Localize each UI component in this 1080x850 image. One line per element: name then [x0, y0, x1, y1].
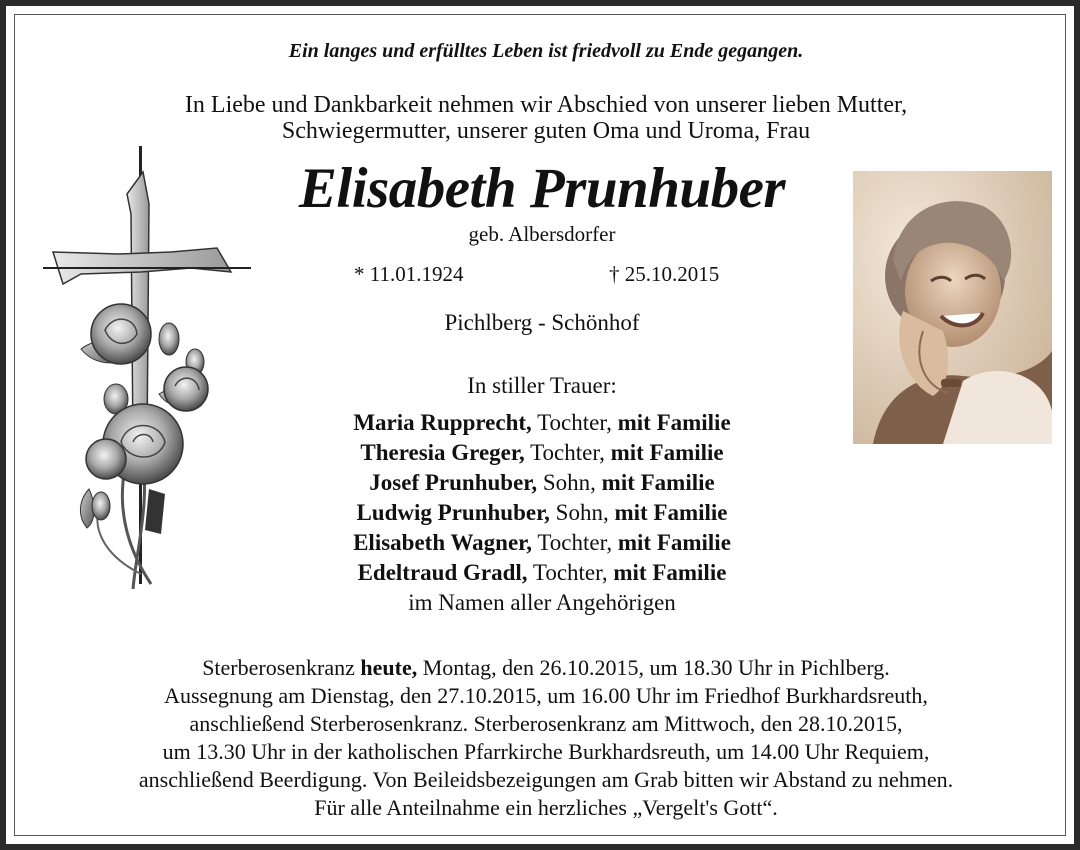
notice-highlight: heute,	[360, 655, 418, 680]
notice-line-3: anschließend Sterberosenkranz. Sterberosenkranz am Mittwoch, den 28.10.2015,	[189, 711, 903, 736]
closing-line: im Namen aller Angehörigen	[408, 590, 676, 615]
notice-line-4: um 13.30 Uhr in der katholischen Pfarrkirche Burkhardsreuth, um 14.00 Uhr Requiem,	[162, 739, 930, 764]
intro-line-1: In Liebe und Dankbarkeit nehmen wir Abschied von unserer lieben Mutter,	[184, 92, 908, 118]
mourning-title: In stiller Trauer:	[467, 373, 617, 398]
mourner-relation: Tochter,	[532, 530, 618, 555]
mourner-row	[262, 468, 822, 498]
mourner-relation: Sohn,	[549, 500, 615, 525]
notice-line-5: anschließend Beerdigung. Von Beileidsbezeigungen am Grab bitten wir Abstand zu nehmen.	[138, 767, 954, 792]
intro-line-2: Schwiegermutter, unserer guten Oma und Uroma, Frau	[281, 118, 811, 144]
mourner-family: mit Familie	[601, 470, 715, 495]
notice-text: Montag, den 26.10.2015, um 18.30 Uhr in Pichlberg.	[417, 655, 890, 680]
mourner-name: Elisabeth Wagner,	[353, 530, 533, 555]
notice-line-6: Für alle Anteilnahme ein herzliches „Vergelt's Gott“.	[314, 795, 778, 820]
mourner-family: mit Familie	[617, 410, 731, 435]
mourner-name: Edeltraud Gradl,	[357, 560, 528, 585]
mourner-relation: Tochter,	[524, 440, 611, 465]
motto: Ein langes und erfülltes Leben ist friedvoll zu Ende gegangen.	[288, 40, 804, 62]
intro-text	[6, 92, 1080, 144]
mourner-row	[262, 498, 822, 528]
mourner-row	[262, 408, 822, 438]
mourner-row	[262, 528, 822, 558]
portrait-photo	[853, 171, 1052, 444]
mourners-list	[262, 408, 822, 588]
mourner-relation: Tochter,	[531, 410, 618, 435]
mourner-family: mit Familie	[610, 440, 724, 465]
mourner-name: Maria Rupprecht,	[353, 410, 532, 435]
mourner-family: mit Familie	[617, 530, 731, 555]
notice-line-2: Aussegnung am Dienstag, den 27.10.2015, um 16.00 Uhr im Friedhof Burkhardsreuth,	[164, 683, 928, 708]
mourner-name: Josef Prunhuber,	[369, 470, 538, 495]
mourner-row	[262, 438, 822, 468]
mourner-relation: Tochter,	[527, 560, 614, 585]
deceased-name: Elisabeth Prunhuber	[298, 157, 786, 220]
cross-with-roses-icon	[41, 144, 253, 594]
maiden-name: geb. Albersdorfer	[468, 222, 616, 246]
mourner-relation: Sohn,	[537, 470, 602, 495]
death-date: † 25.10.2015	[609, 262, 720, 286]
mourner-name: Ludwig Prunhuber,	[356, 500, 550, 525]
notice-line-1	[6, 654, 1080, 682]
service-notice	[6, 654, 1080, 822]
birth-date: * 11.01.1924	[354, 262, 464, 286]
mourner-row	[262, 558, 822, 588]
mourner-name: Theresia Greger,	[360, 440, 525, 465]
mourner-family: mit Familie	[613, 560, 727, 585]
mourner-family: mit Familie	[614, 500, 728, 525]
place-of-residence: Pichlberg - Schönhof	[444, 310, 640, 335]
notice-text: Sterberosenkranz	[202, 655, 361, 680]
